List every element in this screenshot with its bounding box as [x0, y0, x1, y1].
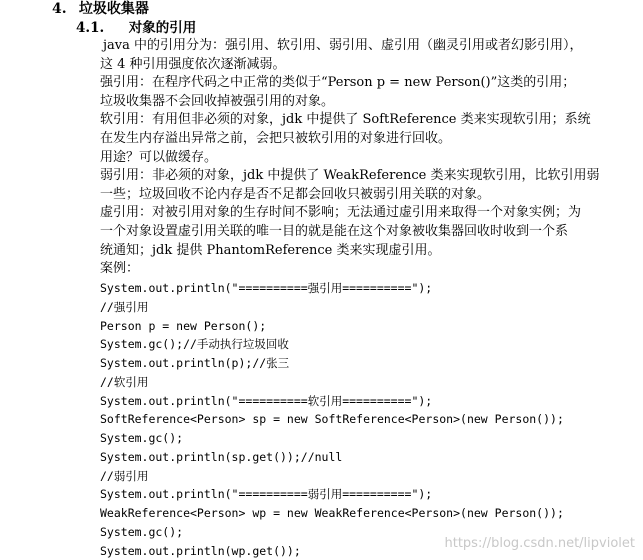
section-heading	[52, 0, 149, 18]
code-line: System.gc();//手动执行垃圾回收	[100, 335, 633, 354]
paragraph-line: 在发生内存溢出异常之前，会把只被软引用的对象进行回收。	[100, 130, 633, 149]
paragraph-line: 案例：	[100, 260, 633, 279]
code-line: System.out.println("==========弱引用==========");	[100, 485, 633, 504]
code-comment-line: //弱引用	[100, 467, 633, 486]
code-line: WeakReference<Person> wp = new WeakReference<Person>(new Person());	[100, 504, 633, 523]
code-line: System.out.println("==========强引用==========");	[100, 279, 633, 298]
paragraph-line: 强引用：在程序代码之中正常的类似于“Person p = new Person()”这类的引用；	[100, 74, 633, 93]
paragraph-line: 用途？可以做缓存。	[100, 149, 633, 168]
code-line: System.out.println(p);//张三	[100, 354, 633, 373]
paragraph-line: java 中的引用分为：强引用、软引用、弱引用、虚引用（幽灵引用或者幻影引用），	[100, 37, 633, 56]
code-line: Person p = new Person();	[100, 317, 633, 336]
code-line: System.gc();	[100, 429, 633, 448]
code-comment-line: //软引用	[100, 373, 633, 392]
code-line: System.out.println("==========软引用==========");	[100, 392, 633, 411]
subsection-number: 4.1.	[76, 19, 124, 37]
subsection-heading	[76, 19, 196, 37]
section-number: 4.	[52, 0, 74, 18]
paragraph-line: 一个对象设置虚引用关联的唯一目的就是能在这个对象被收集器回收时收到一个系	[100, 223, 633, 242]
paragraph-line: 一些；垃圾回收不论内存是否不足都会回收只被弱引用关联的对象。	[100, 186, 633, 205]
code-comment-line: //强引用	[100, 298, 633, 317]
paragraph-line: 这 4 种引用强度依次逐渐减弱。	[100, 56, 633, 75]
code-line: SoftReference<Person> sp = new SoftReference<Person>(new Person());	[100, 410, 633, 429]
paragraph-line: 垃圾收集器不会回收掉被强引用的对象。	[100, 93, 633, 112]
paragraph-line: 软引用：有用但非必须的对象，jdk 中提供了 SoftReference 类来实现软引用；系统	[100, 111, 633, 130]
code-line: System.out.println(wp.get());	[100, 542, 633, 560]
watermark-text: https://blog.csdn.net/lipviolet	[445, 536, 636, 551]
paragraph-line: 统通知；jdk 提供 PhantomReference 类来实现虚引用。	[100, 242, 633, 261]
paragraph-line: 弱引用：非必须的对象，jdk 中提供了 WeakReference 类来实现软引用，比软引用弱	[100, 167, 633, 186]
paragraph-block	[100, 37, 633, 279]
code-line: System.out.println(sp.get());//null	[100, 448, 633, 467]
code-example-block	[100, 279, 633, 560]
paragraph-line: 虚引用：对被引用对象的生存时间不影响；无法通过虚引用来取得一个对象实例；为	[100, 204, 633, 223]
code-line: System.gc();	[100, 523, 633, 542]
section-title: 垃圾收集器	[79, 1, 149, 17]
subsection-title: 对象的引用	[129, 20, 197, 36]
